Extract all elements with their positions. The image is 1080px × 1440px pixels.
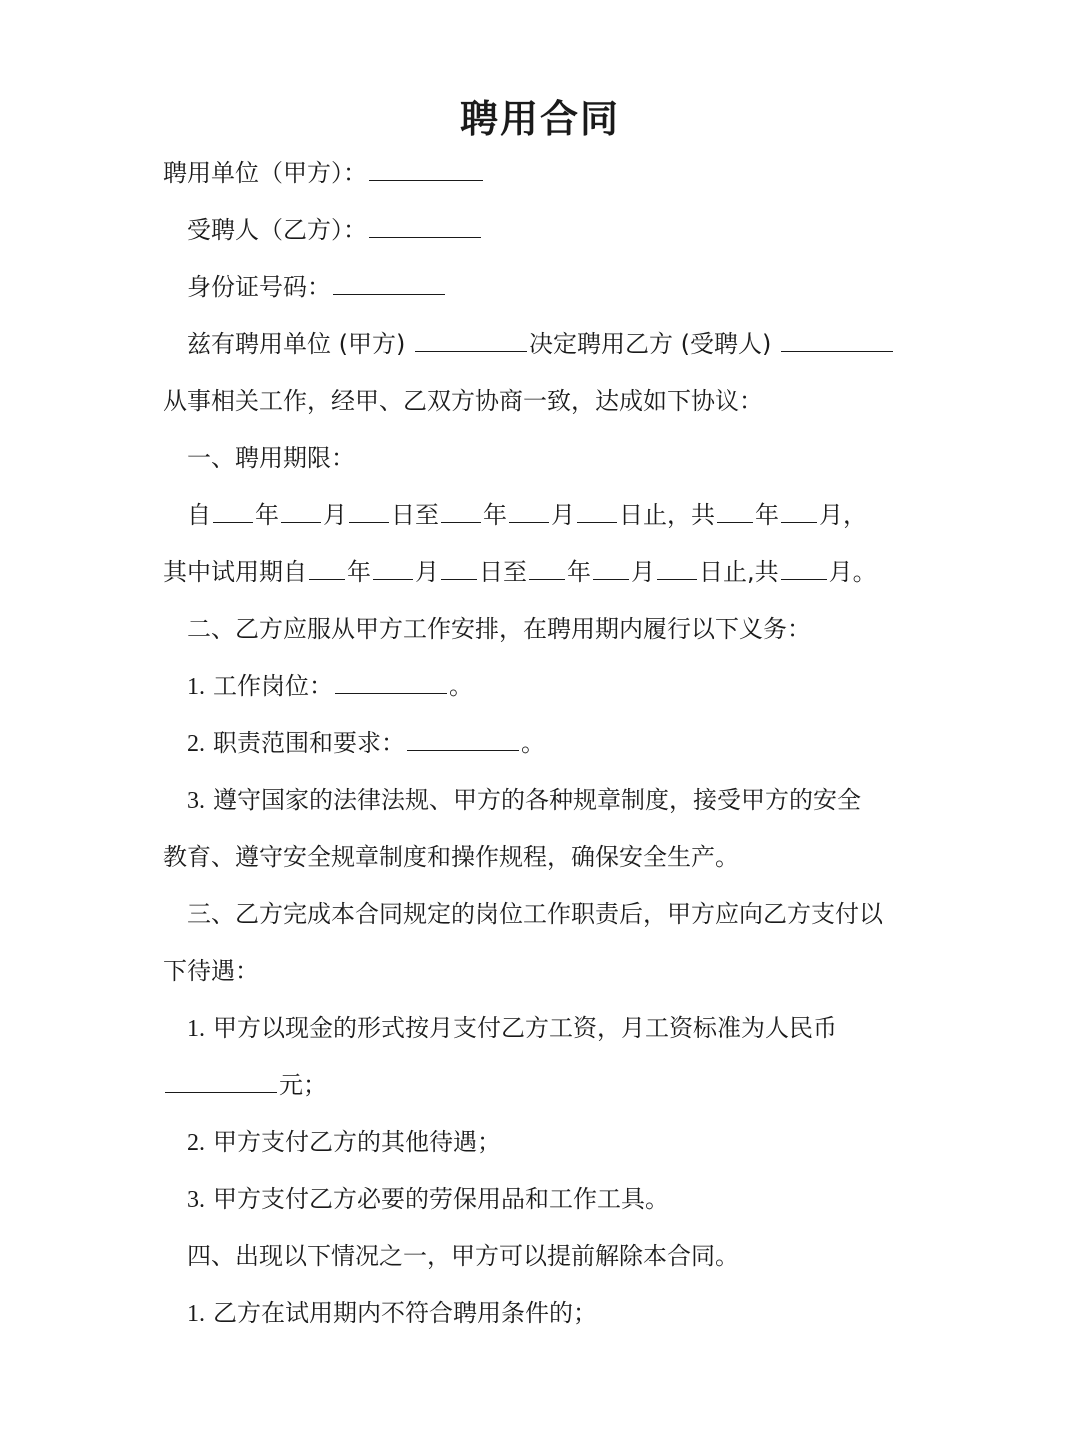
intro-employer-blank[interactable] bbox=[415, 331, 527, 352]
trial-end-year-blank[interactable] bbox=[529, 559, 565, 580]
section-2-heading: 二、乙方应服从甲方工作安排，在聘用期内履行以下义务： bbox=[187, 615, 811, 643]
s2-item-3-cont: 教育、遵守安全规章制度和操作规程，确保安全生产。 bbox=[163, 843, 739, 871]
id-blank[interactable] bbox=[333, 274, 445, 295]
duties-blank[interactable] bbox=[407, 730, 519, 751]
term-end-year-blank[interactable] bbox=[441, 502, 481, 523]
trial-start-year-blank[interactable] bbox=[309, 559, 345, 580]
trial-line: 其中试用期自 年 月 日至 年 月 日止,共 月。 bbox=[163, 558, 877, 586]
salary-blank[interactable] bbox=[165, 1072, 277, 1093]
section-4-heading: 四、出现以下情况之一，甲方可以提前解除本合同。 bbox=[187, 1242, 739, 1270]
term-start-month-blank[interactable] bbox=[281, 502, 321, 523]
employee-blank[interactable] bbox=[369, 217, 481, 238]
document-title: 聘用合同 bbox=[459, 97, 620, 141]
term-total-month-blank[interactable] bbox=[781, 502, 817, 523]
term-end-day-blank[interactable] bbox=[577, 502, 617, 523]
s2-item-1: 1. 工作岗位： 。 bbox=[187, 672, 473, 700]
employee-line: 受聘人（乙方）： bbox=[163, 202, 915, 259]
contract-body bbox=[163, 145, 915, 1342]
term-line: 自 年 月 日至 年 月 日止，共 年 月， bbox=[187, 501, 867, 529]
s3-item-3: 3. 甲方支付乙方必要的劳保用品和工作工具。 bbox=[187, 1185, 669, 1213]
s2-item-2: 2. 职责范围和要求： 。 bbox=[187, 729, 545, 757]
trial-start-month-blank[interactable] bbox=[373, 559, 413, 580]
job-position-blank[interactable] bbox=[335, 673, 447, 694]
s4-item-1: 1. 乙方在试用期内不符合聘用条件的； bbox=[187, 1299, 597, 1327]
term-end-month-blank[interactable] bbox=[509, 502, 549, 523]
term-start-year-blank[interactable] bbox=[213, 502, 253, 523]
s3-item-2: 2. 甲方支付乙方的其他待遇； bbox=[187, 1128, 501, 1156]
intro-line-1: 兹有聘用单位 (甲方) 决定聘用乙方 (受聘人) bbox=[163, 316, 915, 373]
s3-item-1: 1. 甲方以现金的形式按月支付乙方工资，月工资标准为人民币 bbox=[187, 1014, 837, 1042]
s3-item-1-cont: 元； bbox=[163, 1057, 915, 1114]
section-3-heading: 三、乙方完成本合同规定的岗位工作职责后，甲方应向乙方支付以 bbox=[187, 900, 883, 928]
trial-start-day-blank[interactable] bbox=[441, 559, 477, 580]
id-line: 身份证号码： bbox=[163, 259, 915, 316]
term-start-day-blank[interactable] bbox=[349, 502, 389, 523]
section-1-heading: 一、聘用期限： bbox=[187, 444, 355, 472]
employer-blank[interactable] bbox=[369, 160, 483, 181]
s2-item-3: 3. 遵守国家的法律法规、甲方的各种规章制度，接受甲方的安全 bbox=[187, 786, 861, 814]
intro-line-2: 从事相关工作，经甲、乙双方协商一致，达成如下协议： bbox=[163, 387, 763, 415]
trial-end-month-blank[interactable] bbox=[593, 559, 629, 580]
employer-line: 聘用单位（甲方）： bbox=[163, 145, 915, 202]
trial-total-month-blank[interactable] bbox=[781, 559, 827, 580]
section-3-heading-cont: 下待遇： bbox=[163, 957, 259, 985]
intro-employee-blank[interactable] bbox=[781, 331, 893, 352]
term-total-year-blank[interactable] bbox=[717, 502, 753, 523]
trial-end-day-blank[interactable] bbox=[657, 559, 697, 580]
